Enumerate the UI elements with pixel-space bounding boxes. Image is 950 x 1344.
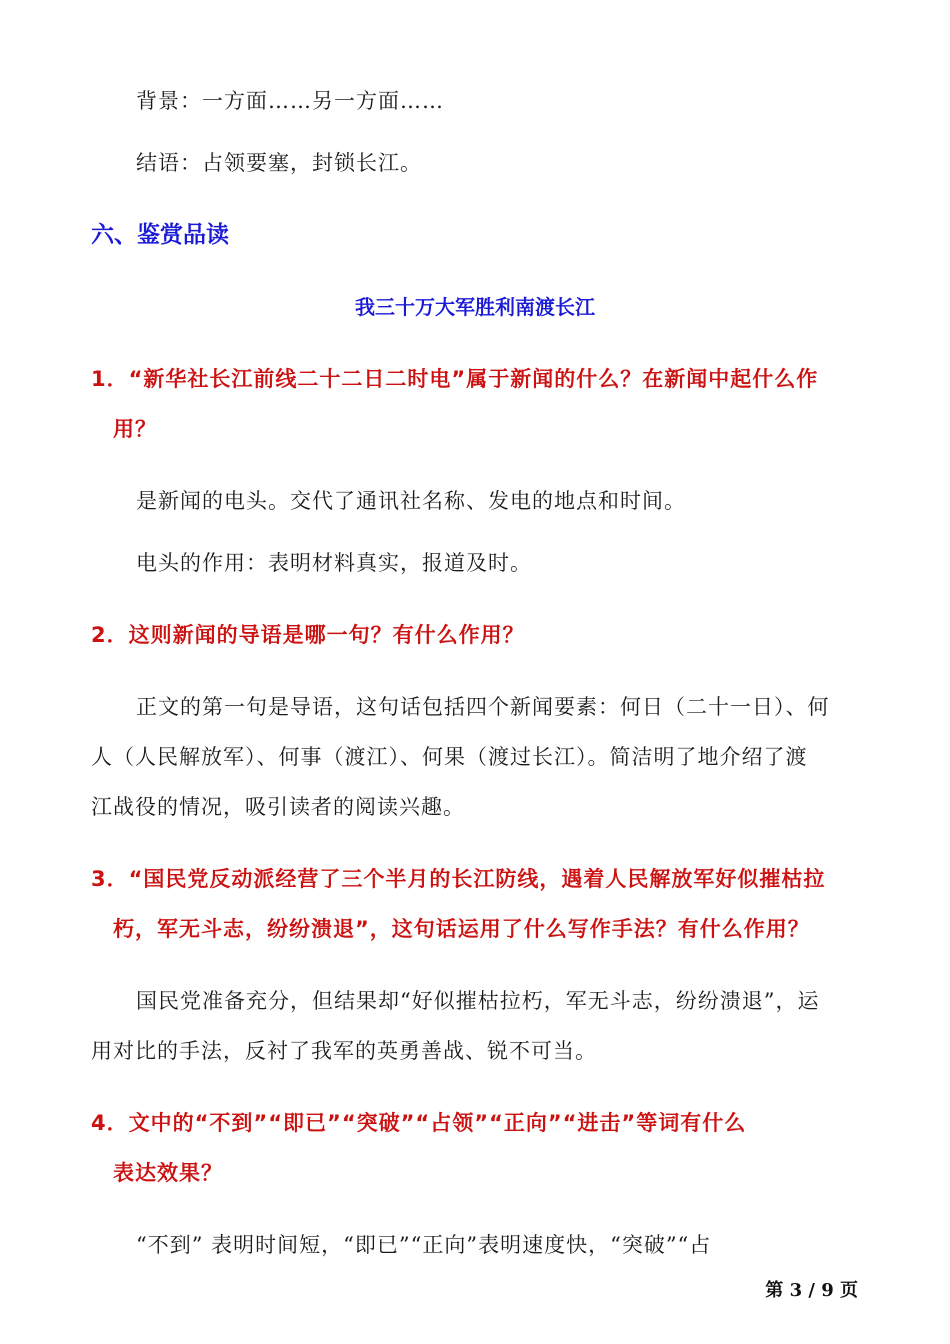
answer-2-line-1: 正文的第一句是导语，这句话包括四个新闻要素：何日（二十一日）、何: [136, 695, 830, 719]
question-1-line-1: 1．“新华社长江前线二十二日二时电”属于新闻的什么？在新闻中起什么作: [91, 367, 819, 391]
page-number: 第 3 / 9 页: [765, 1280, 858, 1301]
answer-4-line-1: “不到” 表明时间短，“即已”“正向”表明速度快，“突破”“占: [136, 1233, 712, 1257]
section-heading: 六、鉴赏品读: [91, 222, 229, 248]
question-3-line-1: 3．“国民党反动派经营了三个半月的长江防线，遇着人民解放军好似摧枯拉: [91, 867, 826, 891]
answer-1-line-2: 电头的作用：表明材料真实，报道及时。: [136, 551, 532, 575]
answer-1-line-1: 是新闻的电头。交代了通讯社名称、发电的地点和时间。: [136, 489, 686, 513]
question-4-line-2: 表达效果？: [113, 1161, 223, 1185]
background-line: 背景：一方面……另一方面……: [136, 89, 444, 113]
answer-3-line-1: 国民党准备充分，但结果却“好似摧枯拉朽，军无斗志，纷纷溃退”，运: [136, 989, 820, 1013]
question-1-line-2: 用？: [113, 417, 157, 441]
answer-2-line-2: 人（人民解放军）、何事（渡江）、何果（渡过长江）。简洁明了地介绍了渡: [91, 745, 808, 769]
question-3-line-2: 朽，军无斗志，纷纷溃退”，这句话运用了什么写作手法？有什么作用？: [113, 917, 810, 941]
answer-3-line-2: 用对比的手法，反衬了我军的英勇善战、锐不可当。: [91, 1039, 597, 1063]
article-title: 我三十万大军胜利南渡长江: [355, 295, 595, 319]
question-4-line-1: 4．文中的“不到”“即已”“突破”“占领”“正向”“进击”等词有什么: [91, 1111, 747, 1135]
answer-2-line-3: 江战役的情况，吸引读者的阅读兴趣。: [91, 795, 465, 819]
question-2-line-1: 2．这则新闻的导语是哪一句？有什么作用？: [91, 623, 525, 647]
conclusion-line: 结语：占领要塞，封锁长江。: [136, 151, 422, 175]
